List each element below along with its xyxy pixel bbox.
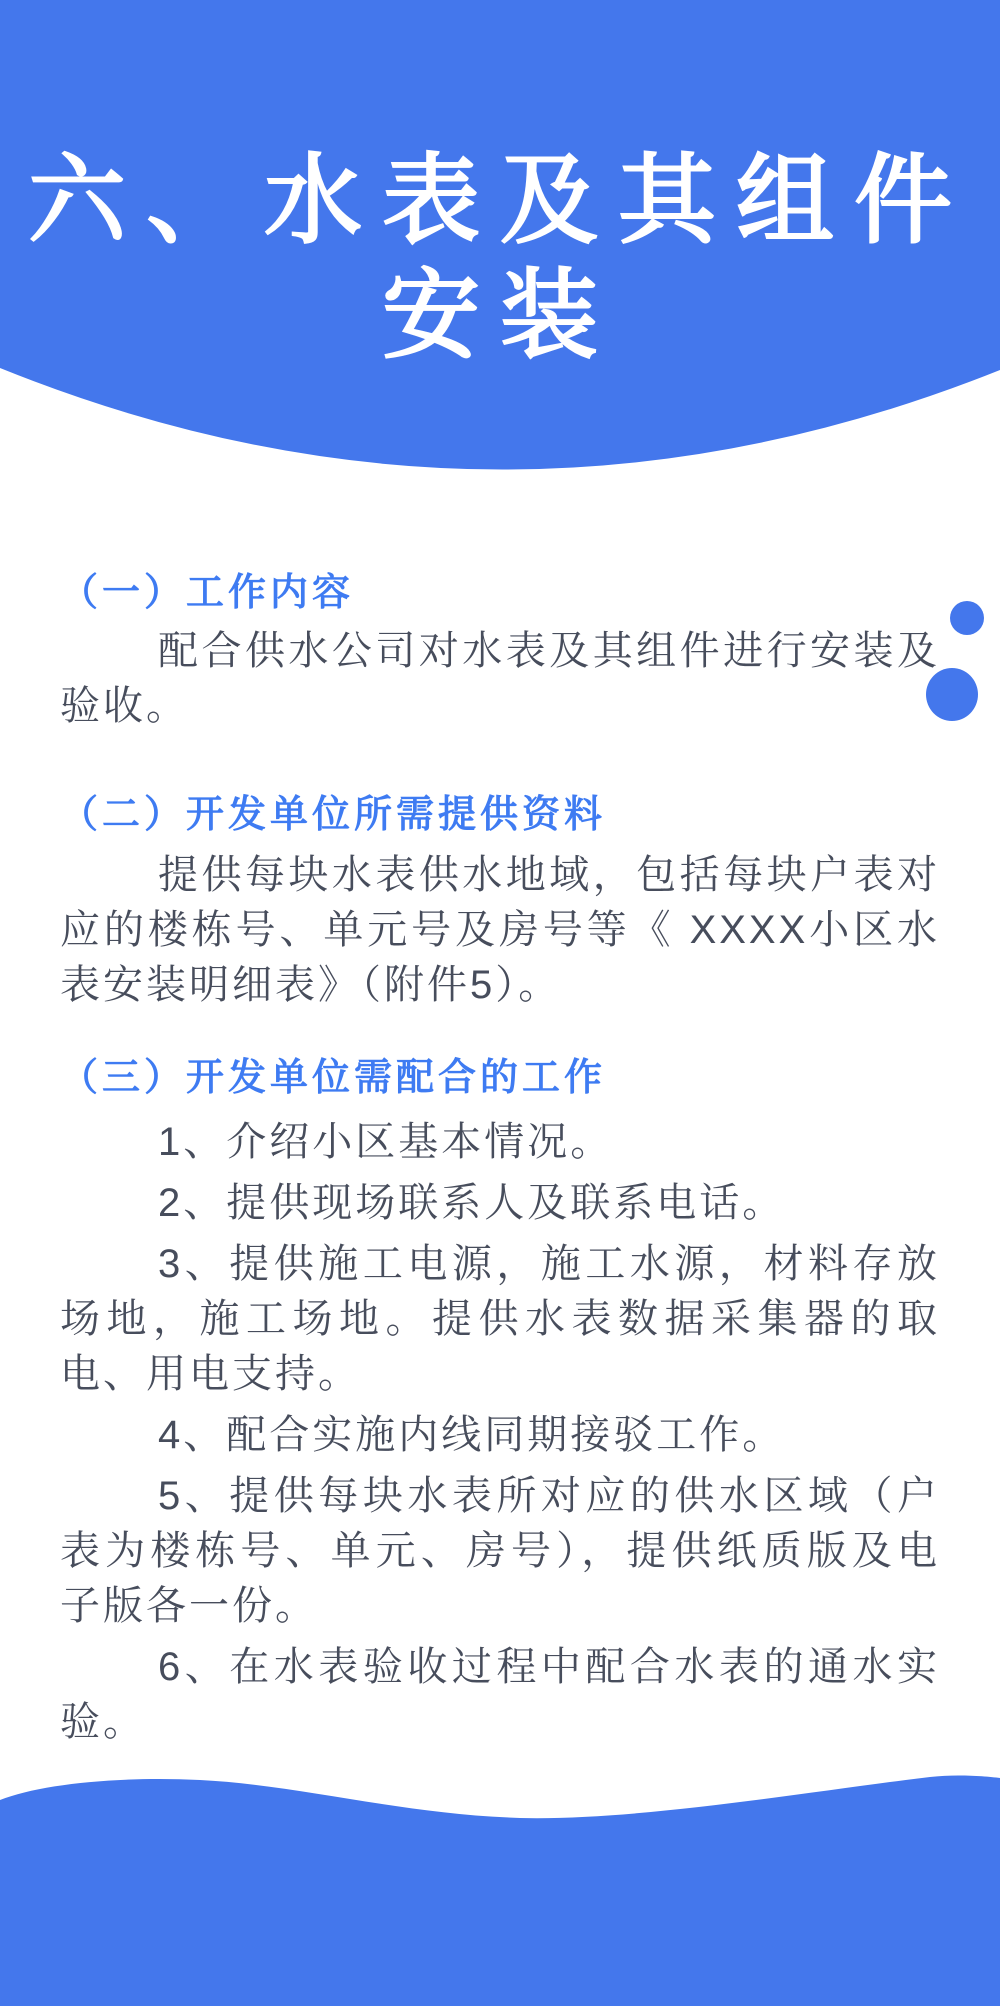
list-item: 6、在水表验收过程中配合水表的通水实验。	[60, 1645, 940, 1744]
page-title-line1: 六、水表及其组件	[27, 145, 972, 255]
section-heading: （三）开发单位需配合的工作	[60, 1057, 607, 1099]
page-title-line2: 安装	[381, 260, 618, 370]
section-heading: （二）开发单位所需提供资料	[60, 794, 607, 836]
section-work-content	[60, 570, 940, 734]
section-materials-required	[60, 792, 940, 1013]
document-body	[60, 570, 940, 1756]
footer-wave-shape	[0, 1770, 1000, 2006]
section-paragraph: 配合供水公司对水表及其组件进行安装及验收。	[60, 629, 940, 728]
list-item: 5、提供每块水表所对应的供水区域（户表为楼栋号、单元、房号），提供纸质版及电子版各一份。	[60, 1474, 940, 1628]
section-heading: （一）工作内容	[60, 572, 355, 614]
decor-dot-small	[950, 601, 984, 635]
list-item: 2、提供现场联系人及联系电话。	[158, 1181, 786, 1225]
list-item: 3、提供施工电源，施工水源，材料存放场地，施工场地。提供水表数据采集器的取电、用电支持。	[60, 1242, 940, 1396]
footer-wave	[0, 1770, 1000, 2006]
section-paragraph: 提供每块水表供水地域，包括每块户表对应的楼栋号、单元号及房号等《 XXXX小区水表安装明细表》（附件5）。	[60, 853, 940, 1007]
numbered-list	[60, 1115, 940, 1750]
section-cooperation-work	[60, 1055, 940, 1750]
list-item: 4、配合实施内线同期接驳工作。	[158, 1413, 786, 1457]
list-item: 1、介绍小区基本情况。	[158, 1120, 614, 1164]
